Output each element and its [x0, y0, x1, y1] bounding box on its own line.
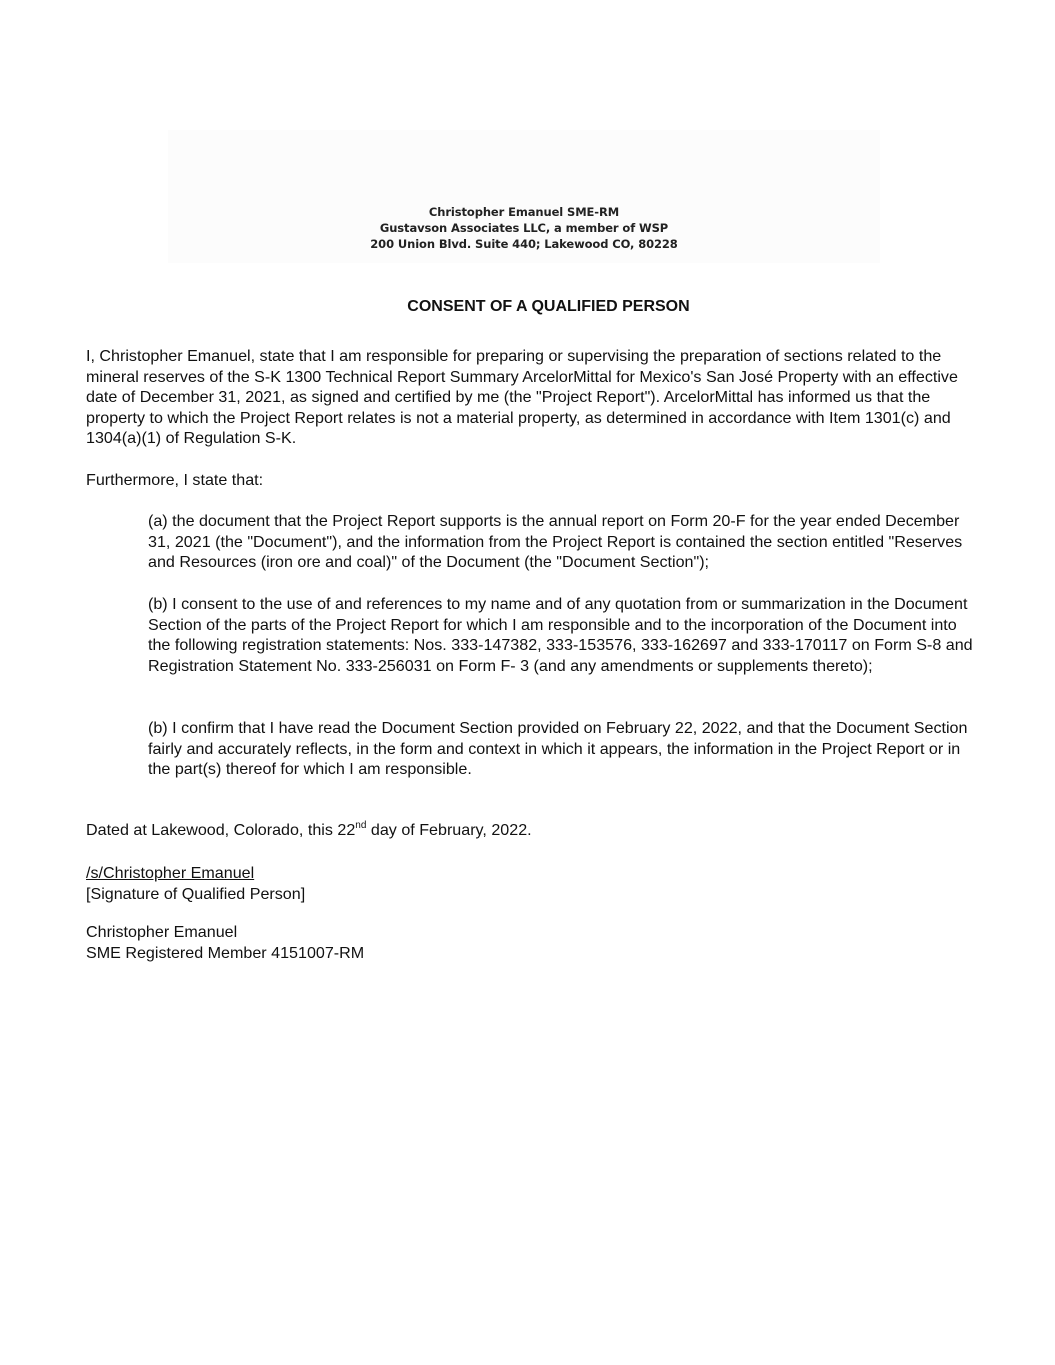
item-b-consent-paragraph: (b) I consent to the use of and references to my name and of any quotation from or summarization in the Document Section of the parts of the Project Report for which I am responsible and to the incorporation of the Document into the following registration statements: Nos. 333-147382, 333-153576, 333-162697 and 333-170117 on Form S-8 and Registration Statement No. 333-256031 on Form F- 3 (and any amendments or supplements thereto); — [148, 595, 973, 675]
person-credential: SME Registered Member 4151007-RM — [86, 943, 365, 962]
furthermore-paragraph: Furthermore, I state that: — [86, 471, 264, 489]
person-block — [86, 922, 976, 963]
dated-suffix: day of February, 2022. — [366, 821, 532, 839]
intro-paragraph: I, Christopher Emanuel, state that I am responsible for preparing or supervising the preparation of sections related to the mineral reserves of the S-K 1300 Technical Report Summary ArcelorMittal for Mexico's San José Property with an effective date of December 31, 2021, as signed and certified by me (the "Project Report"). ArcelorMittal has informed us that the property to which the Project Report relates is not a material property, as determined in accordance with Item 1301(c) and 1304(a)(1) of Regulation S-K. — [86, 347, 958, 448]
signature-block — [86, 863, 976, 904]
dated-ordinal: nd — [355, 820, 367, 831]
letterhead-text — [168, 204, 880, 252]
item-a-paragraph: (a) the document that the Project Report supports is the annual report on Form 20-F for the year ended December 31, 2021 (the "Document"), and the information from the Project Report is contained the section entitled "Reserves and Resources (iron ore and coal)" of the Document (the "Document Section"); — [148, 512, 963, 572]
dated-prefix: Dated at Lakewood, Colorado, this 22 — [86, 821, 356, 839]
signature-caption: [Signature of Qualified Person] — [86, 884, 306, 903]
letterhead-image — [168, 130, 880, 263]
letterhead-name: Christopher Emanuel SME-RM — [428, 205, 620, 219]
dated-line — [86, 820, 976, 841]
letterhead-company: Gustavson Associates LLC, a member of WSP — [379, 221, 669, 235]
letterhead-address: 200 Union Blvd. Suite 440; Lakewood CO, 80228 — [370, 237, 678, 251]
person-name: Christopher Emanuel — [86, 923, 238, 941]
document-title: CONSENT OF A QUALIFIED PERSON — [407, 298, 690, 315]
signature-name: /s/Christopher Emanuel — [86, 864, 255, 882]
item-b-confirm-paragraph: (b) I confirm that I have read the Document Section provided on February 22, 2022, and that the Document Section fairly and accurately reflects, in the form and context in which it appears, the information in the Project Report or in the part(s) thereof for which I am responsible. — [148, 719, 968, 779]
